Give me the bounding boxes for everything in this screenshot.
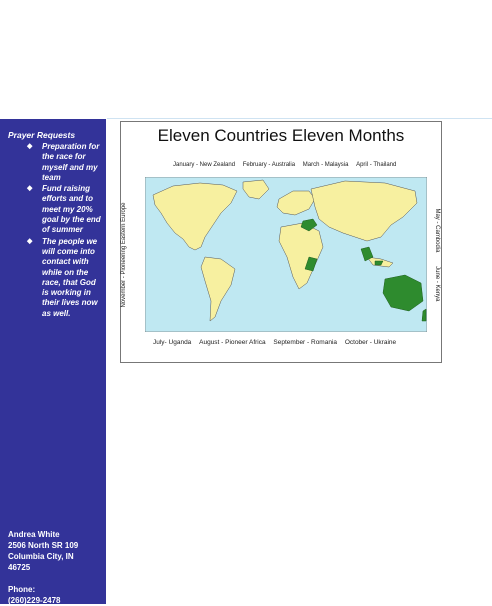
bullet-icon: ◆ <box>27 143 33 150</box>
map-left-label: November - Pioneering Eastern Europe <box>121 202 127 308</box>
month-label: June - Kenya <box>434 266 440 302</box>
prayer-item-text: Preparation for the race for myself and my team <box>42 142 100 182</box>
bullet-icon: ◆ <box>27 237 33 245</box>
bullet-icon: ◆ <box>27 185 33 193</box>
month-label: August - Pioneer Africa <box>199 339 266 346</box>
contact-phone <box>8 584 60 606</box>
prayer-item <box>14 237 104 319</box>
month-label: May - Cambodia <box>434 208 440 253</box>
address-street: 2506 North SR 109 <box>8 541 79 550</box>
month-label: January - New Zealand <box>173 162 236 168</box>
contact-name: Andrea White <box>8 530 60 539</box>
contact-address <box>8 529 78 573</box>
map-bottom-labels <box>153 339 396 346</box>
prayer-requests-heading: Prayer Requests <box>8 130 76 140</box>
phone-label: Phone: <box>8 585 36 594</box>
address-city: Columbia City, IN <box>8 552 74 561</box>
map-top-labels <box>173 162 396 168</box>
prayer-item <box>14 142 104 183</box>
prayer-requests-list <box>14 142 104 320</box>
prayer-item-text: Fund raising efforts and to meet my 20% goal by the end of summer <box>42 184 101 235</box>
address-zip: 46725 <box>8 563 31 572</box>
month-label: March - Malaysia <box>302 162 349 168</box>
world-map-figure <box>120 121 442 363</box>
prayer-item <box>14 184 104 235</box>
map-title: Eleven Countries Eleven Months <box>157 126 405 145</box>
sidebar <box>0 119 106 604</box>
top-divider <box>107 118 492 119</box>
month-label: October - Ukraine <box>344 339 397 346</box>
month-label: July- Uganda <box>153 339 192 346</box>
map-right-labels <box>434 208 440 301</box>
prayer-item-text: The people we will come into contact with while on the race, that God is working in their lives now as well. <box>42 236 98 318</box>
month-label: April - Thailand <box>356 162 397 168</box>
phone-number: (260)229-2478 <box>8 596 61 605</box>
month-label: February - Australia <box>242 162 296 168</box>
month-label: September - Romania <box>273 339 338 346</box>
world-map <box>145 177 427 332</box>
